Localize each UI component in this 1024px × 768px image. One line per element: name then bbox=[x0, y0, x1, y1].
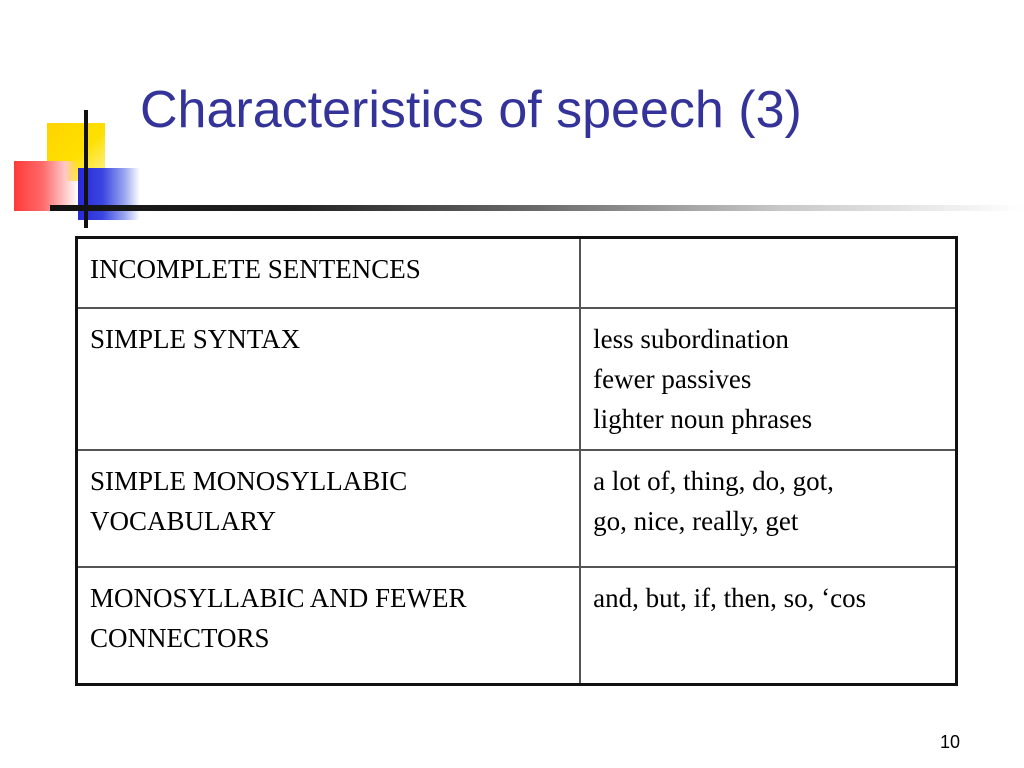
feature-text: CONNECTORS bbox=[90, 623, 270, 653]
example-text: and, but, if, then, so, ‘cos bbox=[593, 583, 867, 613]
feature-text: VOCABULARY bbox=[90, 506, 277, 536]
examples-cell bbox=[580, 308, 956, 450]
logo-red-square bbox=[14, 161, 78, 211]
feature-cell bbox=[77, 238, 581, 309]
table-row bbox=[77, 308, 957, 450]
characteristics-table bbox=[75, 236, 958, 686]
example-text: fewer passives bbox=[593, 364, 752, 394]
examples-cell bbox=[580, 567, 956, 685]
example-text: less subordination bbox=[593, 324, 789, 354]
page-number: 10 bbox=[940, 732, 961, 752]
table-row bbox=[77, 567, 957, 685]
title-underline bbox=[50, 205, 1024, 211]
feature-text: SIMPLE SYNTAX bbox=[90, 324, 301, 354]
example-text: go, nice, really, get bbox=[593, 506, 799, 536]
example-text: lighter noun phrases bbox=[593, 404, 813, 434]
example-text: a lot of, thing, do, got, bbox=[593, 466, 834, 496]
examples-cell bbox=[580, 238, 956, 309]
feature-text: MONOSYLLABIC AND FEWER bbox=[90, 583, 467, 613]
feature-cell bbox=[77, 308, 581, 450]
table-row bbox=[77, 238, 957, 309]
feature-text: INCOMPLETE SENTENCES bbox=[90, 254, 421, 284]
examples-cell bbox=[580, 450, 956, 567]
feature-cell bbox=[77, 567, 581, 685]
table-row bbox=[77, 450, 957, 567]
feature-cell bbox=[77, 450, 581, 567]
slide-title: Characteristics of speech (3) bbox=[140, 81, 802, 139]
feature-text: SIMPLE MONOSYLLABIC bbox=[90, 466, 408, 496]
